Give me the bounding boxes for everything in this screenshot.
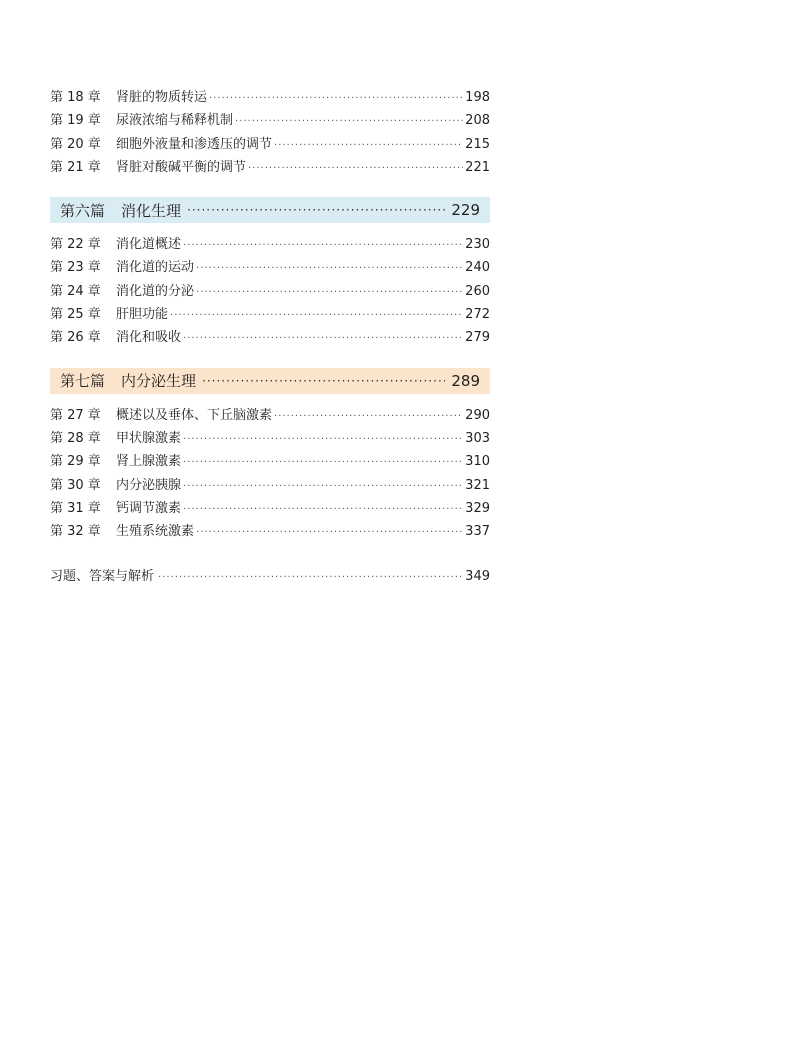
dot-leader — [187, 203, 445, 217]
dot-leader — [170, 304, 463, 327]
page-number: 321 — [465, 477, 490, 493]
dot-leader — [196, 521, 463, 544]
chapter-title: 尿液浓缩与稀释机制 — [116, 113, 234, 129]
chapter-title: 肝胆功能 — [116, 307, 169, 323]
page-number: 272 — [465, 307, 490, 323]
chapter-number: 第 28 章 — [50, 430, 101, 446]
page-number: 229 — [451, 201, 480, 220]
chapter-number: 第 26 章 — [50, 330, 101, 346]
toc-entry-chapter-32[interactable] — [50, 520, 490, 543]
chapter-title: 钙调节激素 — [116, 500, 182, 516]
dot-leader — [235, 110, 463, 133]
appendix-title: 习题、答案与解析 — [50, 569, 155, 585]
page-number: 349 — [465, 569, 490, 585]
page-number: 215 — [465, 136, 490, 152]
chapter-number: 第 21 章 — [50, 159, 101, 175]
chapter-title: 生殖系统激素 — [116, 524, 195, 540]
page-number: 290 — [465, 407, 490, 423]
page-number: 289 — [451, 371, 480, 390]
dot-leader — [202, 374, 445, 388]
dot-leader — [183, 475, 463, 498]
part-number: 第七篇 — [60, 372, 106, 391]
page-number: 329 — [465, 500, 490, 516]
chapter-title: 肾脏的物质转运 — [116, 90, 208, 105]
chapter-title: 消化和吸收 — [116, 330, 182, 346]
toc-entry-chapter-24[interactable] — [50, 280, 490, 303]
chapter-number: 第 18 章 — [50, 90, 101, 105]
chapter-title: 甲状腺激素 — [116, 430, 182, 446]
toc-entry-chapter-23[interactable] — [50, 256, 490, 279]
chapter-title: 肾脏对酸碱平衡的调节 — [116, 159, 247, 175]
chapter-number: 第 31 章 — [50, 500, 101, 516]
chapter-title: 肾上腺激素 — [116, 454, 182, 470]
page-number: 208 — [465, 113, 490, 129]
page-number: 221 — [465, 159, 490, 175]
chapter-number: 第 32 章 — [50, 524, 101, 540]
chapter-number: 第 25 章 — [50, 307, 101, 323]
dot-leader — [274, 134, 463, 157]
toc-entry-chapter-19[interactable] — [50, 109, 490, 132]
toc-entry-chapter-28[interactable] — [50, 427, 490, 450]
dot-leader — [183, 234, 463, 257]
chapter-number: 第 24 章 — [50, 283, 101, 299]
chapter-number: 第 20 章 — [50, 136, 101, 152]
dot-leader — [183, 498, 463, 521]
toc-entry-chapter-30[interactable] — [50, 474, 490, 497]
chapter-title: 内分泌胰腺 — [116, 477, 182, 493]
page-number: 337 — [465, 524, 490, 540]
dot-leader — [196, 281, 463, 304]
toc-entry-chapter-25[interactable] — [50, 303, 490, 326]
page-number: 303 — [465, 430, 490, 446]
part-title: 内分泌生理 — [121, 372, 197, 391]
toc-entry-chapter-29[interactable] — [50, 450, 490, 473]
toc-entry-chapter-20[interactable] — [50, 133, 490, 156]
section-header-part-7[interactable] — [50, 368, 490, 394]
dot-leader — [209, 87, 463, 110]
chapter-title: 消化道概述 — [116, 237, 182, 253]
page-number: 260 — [465, 283, 490, 299]
chapter-title: 消化道的分泌 — [116, 283, 195, 299]
chapter-number: 第 27 章 — [50, 407, 101, 423]
toc-entry-chapter-26[interactable] — [50, 326, 490, 349]
dot-leader — [274, 405, 463, 428]
part-number: 第六篇 — [60, 201, 106, 220]
dot-leader — [248, 157, 463, 180]
chapter-number: 第 30 章 — [50, 477, 101, 493]
dot-leader — [183, 327, 463, 350]
chapter-title: 消化道的运动 — [116, 260, 195, 276]
toc-entry-chapter-22[interactable] — [50, 233, 490, 256]
dot-leader — [158, 566, 463, 589]
chapter-number: 第 23 章 — [50, 260, 101, 276]
dot-leader — [196, 257, 463, 280]
chapter-number: 第 29 章 — [50, 454, 101, 470]
section-header-part-6[interactable] — [50, 197, 490, 223]
dot-leader — [183, 428, 463, 451]
toc-entry-appendix[interactable] — [50, 565, 490, 588]
toc-entry-chapter-27[interactable] — [50, 404, 490, 427]
chapter-title: 细胞外液量和渗透压的调节 — [116, 136, 273, 152]
chapter-number: 第 19 章 — [50, 113, 101, 129]
part-title: 消化生理 — [121, 201, 182, 220]
page-number: 310 — [465, 454, 490, 470]
toc-entry-chapter-31[interactable] — [50, 497, 490, 520]
toc-entry-chapter-21[interactable] — [50, 156, 490, 179]
chapter-title: 概述以及垂体、下丘脑激素 — [116, 407, 273, 423]
page-number: 198 — [465, 90, 490, 105]
page-number: 230 — [465, 237, 490, 253]
page-number: 279 — [465, 330, 490, 346]
toc-entry-chapter-18[interactable] — [50, 86, 490, 109]
page-number: 240 — [465, 260, 490, 276]
chapter-number: 第 22 章 — [50, 237, 101, 253]
dot-leader — [183, 451, 463, 474]
table-of-contents — [50, 86, 490, 589]
